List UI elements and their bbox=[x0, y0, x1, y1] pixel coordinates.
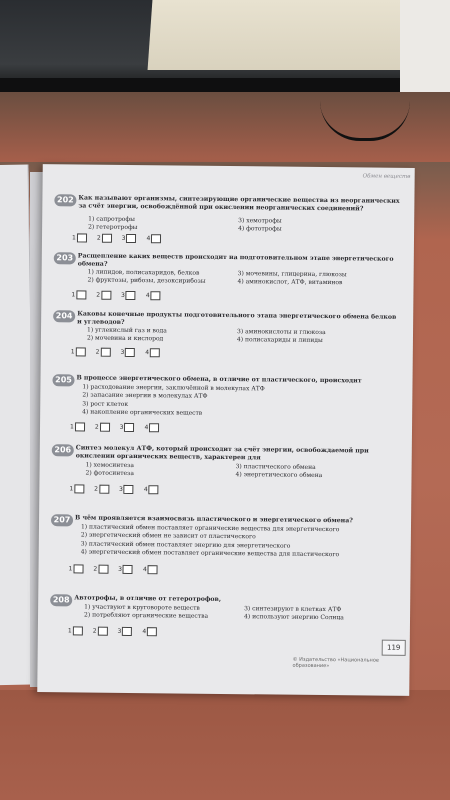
task-question: Синтез молекул АТФ, который происходит за счёт энергии, освобождаемой при окислении органических веществ, характерен для bbox=[75, 444, 369, 462]
monitor-stand bbox=[0, 78, 410, 92]
answer-box-1[interactable]: 1 bbox=[68, 564, 83, 573]
task-options bbox=[84, 604, 398, 624]
options-col2 bbox=[238, 217, 282, 234]
option-4: 4) фототрофы bbox=[238, 225, 282, 233]
option-4: 4) энергетический обмен поставляет органические вещества для пластического bbox=[80, 548, 340, 559]
option-2: 2) потребляют органические вещества bbox=[84, 611, 209, 621]
answer-box-2[interactable]: 2 bbox=[96, 348, 111, 357]
task-number: 204 bbox=[53, 310, 75, 322]
task-number: 205 bbox=[52, 374, 74, 386]
answer-boxes bbox=[71, 347, 160, 357]
publisher-footer: © Издательство «Национальное образование» bbox=[292, 656, 379, 670]
task-question: Как называют организмы, синтезирующие органические вещества из неорганических за счёт энергии, освобождённой при окислении неорганических соединений? bbox=[78, 194, 400, 213]
answer-box-2[interactable]: 2 bbox=[96, 291, 111, 300]
answer-box-2[interactable]: 2 bbox=[97, 234, 112, 243]
answer-box-2[interactable]: 2 bbox=[95, 423, 110, 432]
answer-box-1[interactable]: 1 bbox=[69, 484, 84, 493]
laptop-background bbox=[148, 0, 413, 70]
task-question: Расщепление каких веществ происходит на подготовительном этапе энергетического обмена? bbox=[77, 252, 394, 269]
option-1: 1) сапротрофы bbox=[88, 215, 135, 224]
option-2: 2) энергетический обмен не зависит от пластического bbox=[80, 531, 256, 541]
option-1: 1) пластический обмен поставляет органические вещества для энергетического bbox=[80, 523, 340, 534]
option-1: 1) участвуют в круговороте веществ bbox=[84, 603, 200, 612]
answer-box-4[interactable]: 4 bbox=[145, 348, 160, 357]
task-options bbox=[81, 523, 399, 560]
task-number: 208 bbox=[50, 594, 72, 606]
option-3: 3) пластического обмена bbox=[235, 463, 316, 471]
options-col2 bbox=[244, 605, 344, 623]
task-207 bbox=[50, 514, 403, 588]
option-4: 4) накопление органических веществ bbox=[82, 408, 203, 417]
option-2: 2) мочевина и кислород bbox=[86, 334, 164, 343]
option-3: 3) мочевины, глицерина, глюкозы bbox=[237, 270, 347, 279]
answer-box-2[interactable]: 2 bbox=[93, 565, 108, 574]
option-3: 3) рост клеток bbox=[82, 400, 129, 408]
answer-boxes bbox=[70, 422, 159, 432]
task-205 bbox=[52, 374, 405, 438]
task-options bbox=[85, 462, 399, 482]
options-col2 bbox=[237, 328, 326, 346]
page-number: 119 bbox=[382, 640, 406, 656]
task-options bbox=[88, 216, 402, 236]
answer-box-3[interactable]: 3 bbox=[118, 565, 133, 574]
answer-box-2[interactable]: 2 bbox=[94, 485, 109, 494]
task-question: Автотрофы, в отличие от гетеротрофов, bbox=[74, 594, 222, 603]
option-4: 4) энергетического обмена bbox=[235, 471, 323, 480]
options-col2 bbox=[237, 270, 346, 288]
option-1: 1) хемосинтеза bbox=[85, 461, 135, 470]
task-206 bbox=[51, 444, 404, 508]
answer-boxes bbox=[68, 626, 157, 636]
answer-boxes bbox=[68, 564, 157, 574]
option-2: 2) фруктозы, рибозы, дезоксирибозы bbox=[87, 276, 206, 286]
answer-box-4[interactable]: 4 bbox=[144, 485, 159, 494]
option-2: 2) запасание энергии в молекулах АТФ bbox=[82, 391, 208, 401]
task-number: 207 bbox=[51, 514, 73, 526]
page-header: Обмен веществ bbox=[362, 173, 411, 180]
option-4: 4) аминокислот, АТФ, витаминов bbox=[237, 278, 343, 287]
answer-box-3[interactable]: 3 bbox=[119, 485, 134, 494]
answer-box-4[interactable]: 4 bbox=[146, 291, 161, 300]
answer-box-3[interactable]: 3 bbox=[120, 348, 135, 357]
option-3: 3) пластический обмен поставляет энергию для энергетического bbox=[80, 540, 291, 550]
options-col2 bbox=[235, 463, 322, 481]
option-1: 1) расходование энергии, заключённой в молекулах АТФ bbox=[82, 383, 265, 393]
task-203 bbox=[53, 252, 406, 306]
option-1: 1) углекислый газ и вода bbox=[87, 326, 167, 335]
task-question: В процессе энергетического обмена, в отличие от пластического, происходит bbox=[76, 374, 362, 385]
answer-box-3[interactable]: 3 bbox=[122, 234, 137, 243]
task-number: 206 bbox=[52, 444, 74, 456]
task-208 bbox=[50, 594, 403, 658]
answer-box-3[interactable]: 3 bbox=[117, 627, 132, 636]
option-1: 1) липидов, полисахаридов, белков bbox=[87, 268, 200, 277]
option-4: 4) полисахариды и липиды bbox=[236, 336, 323, 345]
workbook-page bbox=[37, 164, 415, 696]
task-options bbox=[87, 327, 401, 347]
answer-box-3[interactable]: 3 bbox=[120, 423, 135, 432]
answer-box-1[interactable]: 1 bbox=[72, 233, 87, 242]
task-202 bbox=[54, 194, 407, 248]
answer-box-3[interactable]: 3 bbox=[121, 291, 136, 300]
option-2: 2) фотосинтеза bbox=[85, 469, 134, 478]
answer-box-4[interactable]: 4 bbox=[142, 627, 157, 636]
answer-box-1[interactable]: 1 bbox=[70, 422, 85, 431]
option-3: 3) хемотрофы bbox=[238, 217, 282, 225]
task-204 bbox=[53, 310, 406, 364]
task-number: 203 bbox=[54, 252, 76, 264]
task-question: Каковы конечные продукты подготовительного этапа энергетического обмена белков и углеводов? bbox=[77, 310, 397, 327]
answer-boxes bbox=[69, 484, 158, 494]
answer-box-1[interactable]: 1 bbox=[68, 626, 83, 635]
answer-box-4[interactable]: 4 bbox=[146, 234, 161, 243]
task-number: 202 bbox=[54, 194, 76, 206]
answer-boxes bbox=[72, 233, 161, 243]
answer-boxes bbox=[71, 290, 160, 300]
task-question: В чём проявляется взаимосвязь пластического и энергетического обмена? bbox=[75, 514, 353, 525]
answer-box-4[interactable]: 4 bbox=[143, 565, 158, 574]
task-options bbox=[82, 383, 400, 420]
answer-box-1[interactable]: 1 bbox=[71, 347, 86, 356]
option-3: 3) аминокислоты и глюкоза bbox=[236, 328, 326, 337]
option-2: 2) гетеротрофы bbox=[88, 223, 138, 232]
desk-bottom bbox=[0, 690, 450, 800]
answer-box-1[interactable]: 1 bbox=[71, 290, 86, 299]
answer-box-4[interactable]: 4 bbox=[144, 423, 159, 432]
option-4: 4) используют энергию Солнца bbox=[244, 613, 344, 622]
answer-box-2[interactable]: 2 bbox=[93, 627, 108, 636]
task-options bbox=[88, 269, 402, 289]
option-3: 3) синтезируют в клетках АТФ bbox=[244, 605, 342, 614]
